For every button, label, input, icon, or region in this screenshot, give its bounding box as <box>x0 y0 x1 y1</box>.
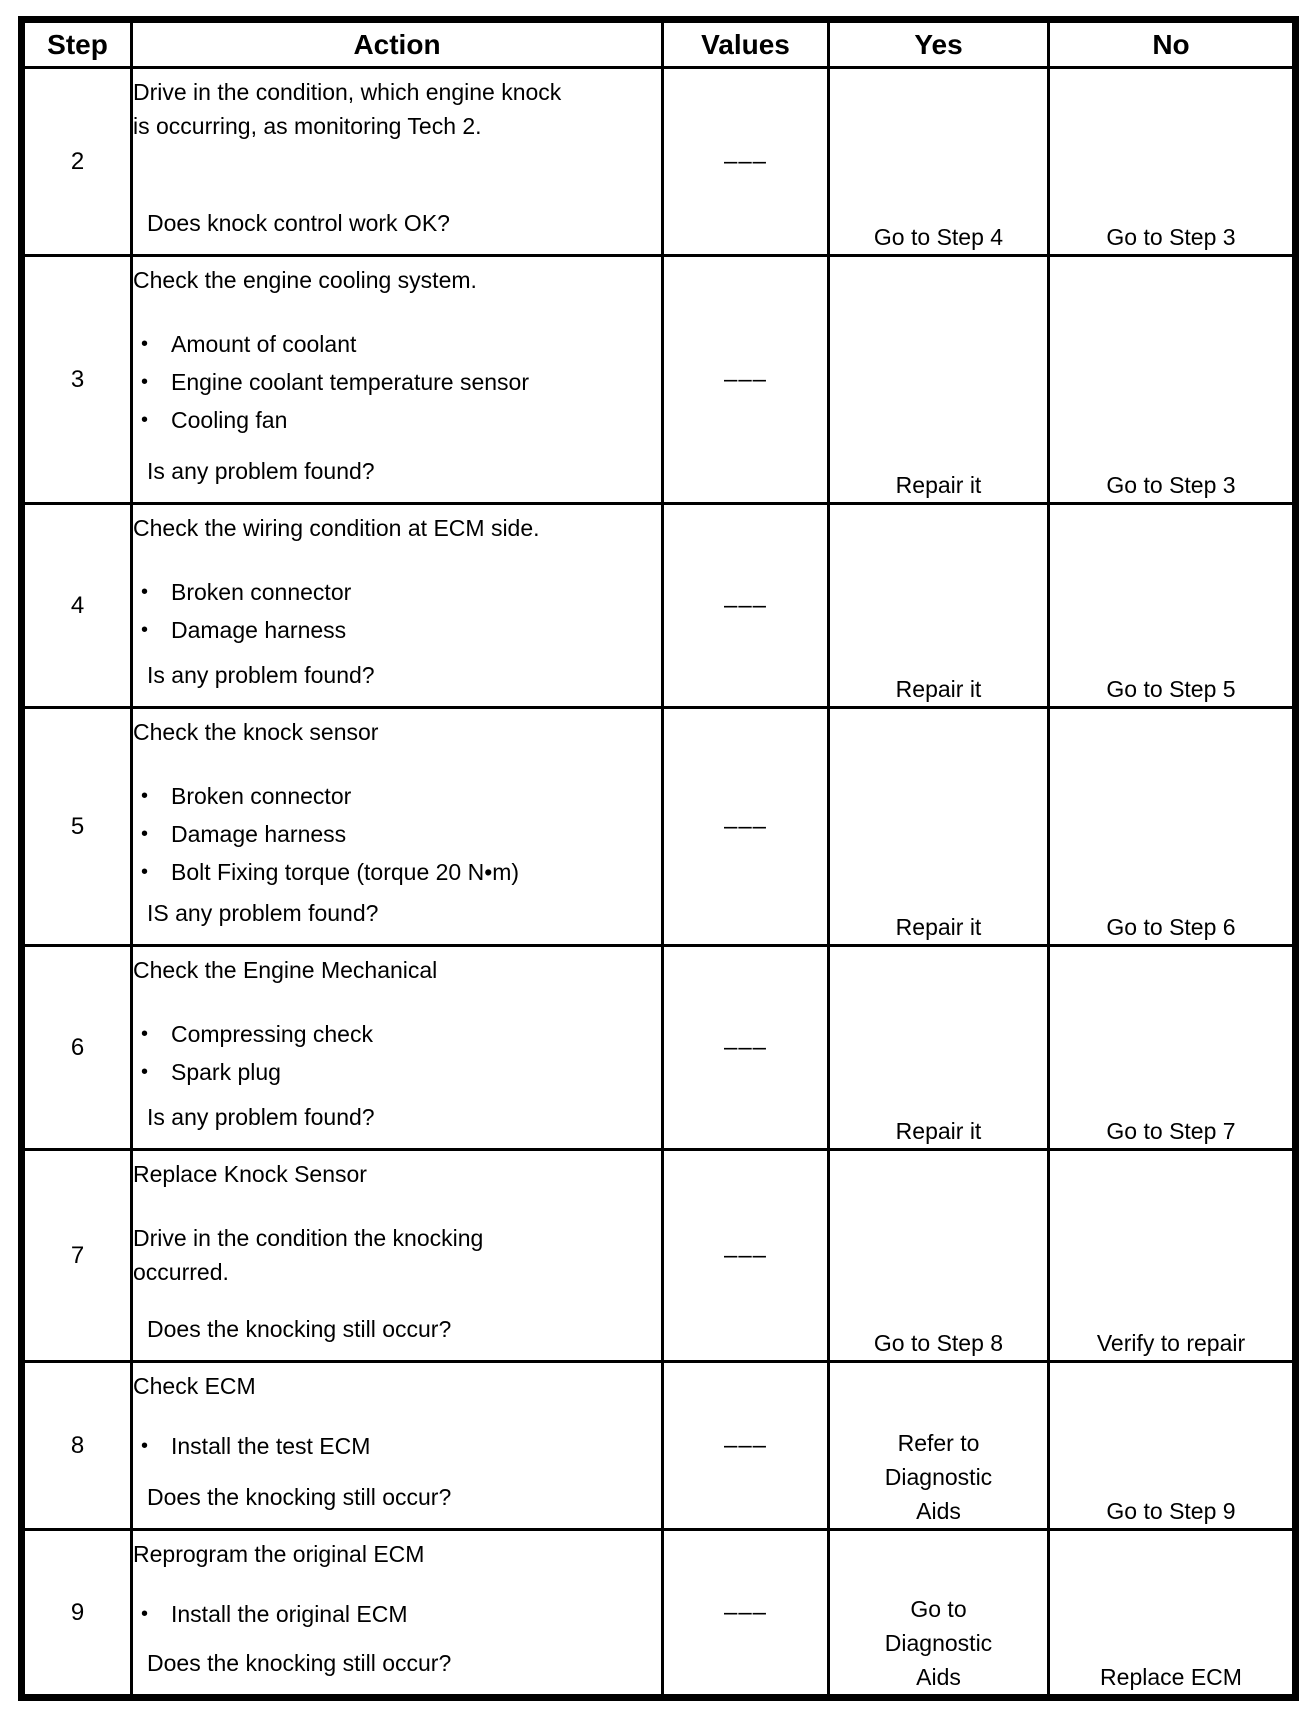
header-row <box>22 20 1296 68</box>
table-row <box>22 256 1296 504</box>
values-dash: ––– <box>723 366 768 393</box>
yes-cell: Repair it <box>829 256 1049 504</box>
step-number: 9 <box>22 1530 132 1698</box>
values-cell <box>663 68 829 256</box>
yes-cell: Go to Step 8 <box>829 1150 1049 1362</box>
bullet-item: • Broken connector <box>133 779 593 813</box>
no-cell: Go to Step 6 <box>1049 708 1296 946</box>
table-row <box>22 708 1296 946</box>
step-number: 4 <box>22 504 132 708</box>
column-header-yes: Yes <box>829 20 1049 68</box>
step-number: 2 <box>22 68 132 256</box>
action-title: Check the engine cooling system. <box>133 267 477 293</box>
table-row <box>22 504 1296 708</box>
no-cell: Go to Step 9 <box>1049 1362 1296 1530</box>
action-question: Is any problem found? <box>147 458 375 484</box>
action-cell <box>132 68 663 256</box>
bullet-icon: • <box>141 333 149 355</box>
bullet-icon: • <box>141 823 149 845</box>
values-dash: ––– <box>723 148 768 175</box>
action-title: Drive in the condition, which engine knock is occurring, as monitoring Tech 2. <box>133 79 562 139</box>
action-cell <box>132 946 663 1150</box>
action-question: Does the knocking still occur? <box>147 1316 452 1342</box>
step-number: 6 <box>22 946 132 1150</box>
column-header-action: Action <box>132 20 663 68</box>
values-dash: ––– <box>723 813 768 840</box>
action-cell <box>132 1530 663 1698</box>
bullet-item: • Amount of coolant <box>133 327 593 361</box>
table-row <box>22 1530 1296 1698</box>
bullet-item: • Damage harness <box>133 613 593 647</box>
bullet-icon: • <box>141 619 149 641</box>
bullet-item: • Install the test ECM <box>133 1429 593 1463</box>
action-question: Does knock control work OK? <box>147 210 450 236</box>
bullet-item: • Cooling fan <box>133 403 593 437</box>
action-title: Check the knock sensor <box>133 719 379 745</box>
step-number: 3 <box>22 256 132 504</box>
table-row <box>22 1362 1296 1530</box>
column-header-step: Step <box>22 20 132 68</box>
action-title: Reprogram the original ECM <box>133 1541 425 1567</box>
action-question: Does the knocking still occur? <box>147 1650 452 1676</box>
values-cell <box>663 946 829 1150</box>
values-cell <box>663 256 829 504</box>
column-header-no: No <box>1049 20 1296 68</box>
no-cell: Go to Step 3 <box>1049 68 1296 256</box>
action-cell <box>132 1362 663 1530</box>
column-header-values: Values <box>663 20 829 68</box>
values-cell <box>663 1530 829 1698</box>
bullet-icon: • <box>141 581 149 603</box>
action-question: Does the knocking still occur? <box>147 1484 452 1510</box>
no-cell: Go to Step 5 <box>1049 504 1296 708</box>
action-paragraph: Drive in the condition the knocking occurred. <box>133 1225 484 1285</box>
yes-cell: Go to Step 4 <box>829 68 1049 256</box>
bullet-item: • Install the original ECM <box>133 1597 593 1631</box>
values-cell <box>663 708 829 946</box>
values-cell <box>663 1150 829 1362</box>
yes-cell: Refer to Diagnostic Aids <box>829 1362 1049 1530</box>
no-cell: Verify to repair <box>1049 1150 1296 1362</box>
values-cell <box>663 1362 829 1530</box>
values-dash: ––– <box>723 592 768 619</box>
bullet-item: • Damage harness <box>133 817 593 851</box>
action-title: Check the Engine Mechanical <box>133 957 438 983</box>
action-cell <box>132 504 663 708</box>
bullet-item: • Spark plug <box>133 1055 593 1089</box>
step-number: 5 <box>22 708 132 946</box>
action-question: IS any problem found? <box>147 900 379 926</box>
bullet-item: • Engine coolant temperature sensor <box>133 365 593 399</box>
bullet-icon: • <box>141 371 149 393</box>
action-cell <box>132 708 663 946</box>
table-row <box>22 946 1296 1150</box>
bullet-item: • Bolt Fixing torque (torque 20 N•m) <box>133 855 593 889</box>
bullet-icon: • <box>141 1603 149 1625</box>
action-question: Is any problem found? <box>147 1104 375 1130</box>
action-question: Is any problem found? <box>147 662 375 688</box>
bullet-icon: • <box>141 1061 149 1083</box>
values-cell <box>663 504 829 708</box>
yes-cell: Repair it <box>829 946 1049 1150</box>
yes-cell: Repair it <box>829 504 1049 708</box>
action-cell <box>132 256 663 504</box>
values-dash: ––– <box>723 1432 768 1459</box>
bullet-icon: • <box>141 861 149 883</box>
step-number: 8 <box>22 1362 132 1530</box>
diagnostic-table <box>18 16 1299 1701</box>
action-title: Replace Knock Sensor <box>133 1161 367 1187</box>
step-number: 7 <box>22 1150 132 1362</box>
bullet-icon: • <box>141 409 149 431</box>
bullet-icon: • <box>141 785 149 807</box>
table-row <box>22 1150 1296 1362</box>
yes-cell: Repair it <box>829 708 1049 946</box>
bullet-icon: • <box>141 1023 149 1045</box>
values-dash: ––– <box>723 1242 768 1269</box>
table-row <box>22 68 1296 256</box>
values-dash: ––– <box>723 1599 768 1626</box>
bullet-item: • Compressing check <box>133 1017 593 1051</box>
values-dash: ––– <box>723 1034 768 1061</box>
action-title: Check ECM <box>133 1373 256 1399</box>
action-cell <box>132 1150 663 1362</box>
no-cell: Go to Step 3 <box>1049 256 1296 504</box>
bullet-item: • Broken connector <box>133 575 593 609</box>
action-title: Check the wiring condition at ECM side. <box>133 515 540 541</box>
no-cell: Go to Step 7 <box>1049 946 1296 1150</box>
bullet-icon: • <box>141 1435 149 1457</box>
yes-cell: Go to Diagnostic Aids <box>829 1530 1049 1698</box>
no-cell: Replace ECM <box>1049 1530 1296 1698</box>
